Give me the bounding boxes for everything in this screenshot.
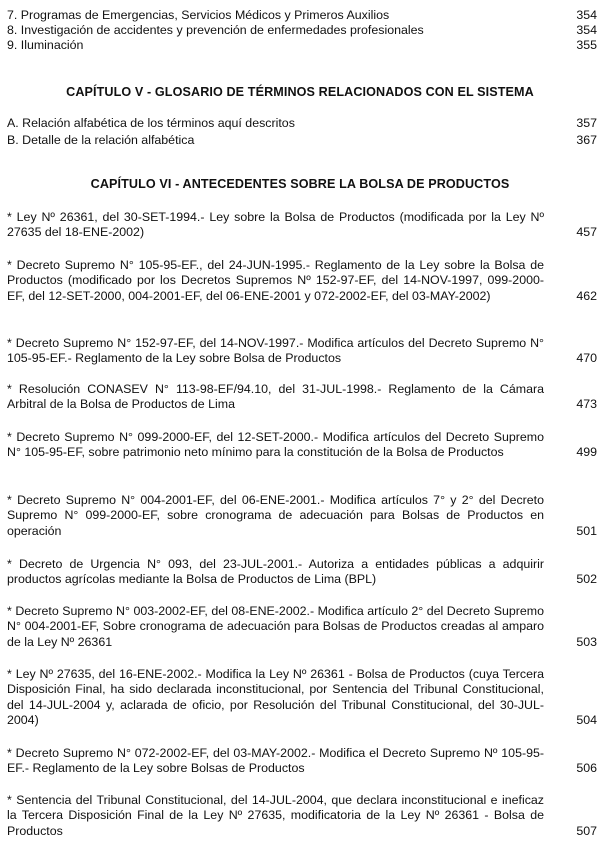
toc-entry (7, 430, 597, 461)
toc-entry-page: 506 (576, 761, 597, 776)
toc-entry (7, 793, 597, 839)
toc-item-8 (7, 23, 597, 38)
toc-item-page: 357 (576, 116, 597, 130)
toc-entry-page: 473 (576, 397, 597, 412)
toc-entry-text: * Decreto Supremo N° 003-2002-EF, del 08-ENE-2002.- Modifica artículo 2° del Decreto Supremo N° 004-2001-EF, Sobre cronograma de adecuación para Bolsas de Productos creadas al amparo de la Ley Nº 26361 (7, 604, 544, 649)
toc-entry (7, 336, 597, 367)
chapter-vi-title: CAPÍTULO VI - ANTECEDENTES SOBRE LA BOLSA DE PRODUCTOS (90, 177, 510, 191)
toc-item-text: 9. Iluminación (7, 38, 84, 52)
toc-entry-text: * Decreto Supremo N° 099-2000-EF, del 12-SET-2000.- Modifica artículos del Decreto Supremo N° 105-95-EF, sobre patrimonio neto mínimo para la constitución de la Bolsa de Productos (7, 430, 544, 460)
toc-item-page: 354 (576, 23, 597, 37)
toc-entry-page: 499 (576, 445, 597, 460)
toc-entry (7, 667, 597, 729)
toc-entry-text: * Decreto Supremo N° 072-2002-EF, del 03-MAY-2002.- Modifica el Decreto Supremo Nº 105-95-EF.- Reglamento de la Ley sobre Bolsas de Productos (7, 746, 544, 776)
toc-entry (7, 557, 597, 588)
toc-item-text: A. Relación alfabética de los términos aquí descritos (7, 116, 295, 130)
toc-entry-text: * Ley Nº 27635, del 16-ENE-2002.- Modifica la Ley Nº 26361 - Bolsa de Productos (cuya Tercera Disposición Final, ha sido declarada inconstitucional, por Sentencia del Tribunal Constitucional, del 14-JUL-2004 y, aclarada de oficio, por Resolución del Tribunal Constitucional, del 30-JUL-2004) (7, 667, 544, 728)
toc-item-7 (7, 8, 597, 23)
toc-item-text: 8. Investigación de accidentes y prevención de enfermedades profesionales (7, 23, 424, 37)
toc-entry-page: 470 (576, 351, 597, 366)
toc-entry (7, 382, 597, 413)
toc-entry-text: * Decreto Supremo N° 004-2001-EF, del 06-ENE-2001.- Modifica artículos 7° y 2° del Decreto Supremo N° 099-2000-EF, sobre cronograma de adecuación para Bolsas de Productos en operación (7, 493, 544, 538)
toc-item-page: 355 (576, 38, 597, 52)
toc-entry-page: 457 (576, 225, 597, 240)
toc-entry-text: * Decreto de Urgencia N° 093, del 23-JUL-2001.- Autoriza a entidades públicas a adquirir productos agrícolas mediante la Bolsa de Productos de Lima (BPL) (7, 557, 544, 587)
toc-entry-page: 504 (576, 713, 597, 728)
toc-entry-page: 501 (576, 523, 597, 538)
toc-entry (7, 604, 597, 650)
toc-entry (7, 210, 597, 241)
toc-entry-text: * Ley Nº 26361, del 30-SET-1994.- Ley sobre la Bolsa de Productos (modificada por la Ley Nº 27635 del 18-ENE-2002) (7, 210, 544, 240)
chapter-v-title: CAPÍTULO V - GLOSARIO DE TÉRMINOS RELACIONADOS CON EL SISTEMA (66, 85, 534, 99)
toc-entry-page: 462 (576, 288, 597, 303)
toc-entry (7, 258, 597, 304)
toc-entry-text: * Decreto Supremo N° 152-97-EF, del 14-NOV-1997.- Modifica artículos del Decreto Supremo N° 105-95-EF.- Reglamento de la Ley sobre Bolsa de Productos (7, 336, 544, 366)
toc-item-page: 354 (576, 8, 597, 22)
toc-item-b (7, 133, 597, 148)
toc-entry-text: * Sentencia del Tribunal Constitucional, del 14-JUL-2004, que declara inconstitucional e ineficaz la Tercera Disposición Final de la Ley Nº 27635, modificatoria de la Ley Nº 26361 - Bolsa de Productos (7, 793, 544, 838)
toc-entry-text: * Resolución CONASEV N° 113-98-EF/94.10, del 31-JUL-1998.- Reglamento de la Cámara Arbitral de la Bolsa de Productos de Lima (7, 382, 544, 412)
toc-item-text: B. Detalle de la relación alfabética (7, 133, 195, 147)
toc-entry-text: * Decreto Supremo N° 105-95-EF., del 24-JUN-1995.- Reglamento de la Ley sobre la Bolsa de Productos (modificado por los Decretos Supremos Nº 152-97-EF, del 14-NOV-1997, 099-2000-EF, del 12-SET-2000, 004-2001-EF, del 06-ENE-2001 y 072-2002-EF, del 03-MAY-2002) (7, 258, 544, 303)
toc-entry (7, 746, 597, 777)
toc-item-page: 367 (576, 133, 597, 147)
toc-item-a (7, 116, 597, 131)
toc-entry (7, 493, 597, 539)
toc-item-text: 7. Programas de Emergencias, Servicios Médicos y Primeros Auxilios (7, 8, 390, 22)
toc-entry-page: 507 (576, 823, 597, 838)
toc-entry-page: 503 (576, 634, 597, 649)
toc-item-9 (7, 38, 597, 53)
toc-entry-page: 502 (576, 572, 597, 587)
